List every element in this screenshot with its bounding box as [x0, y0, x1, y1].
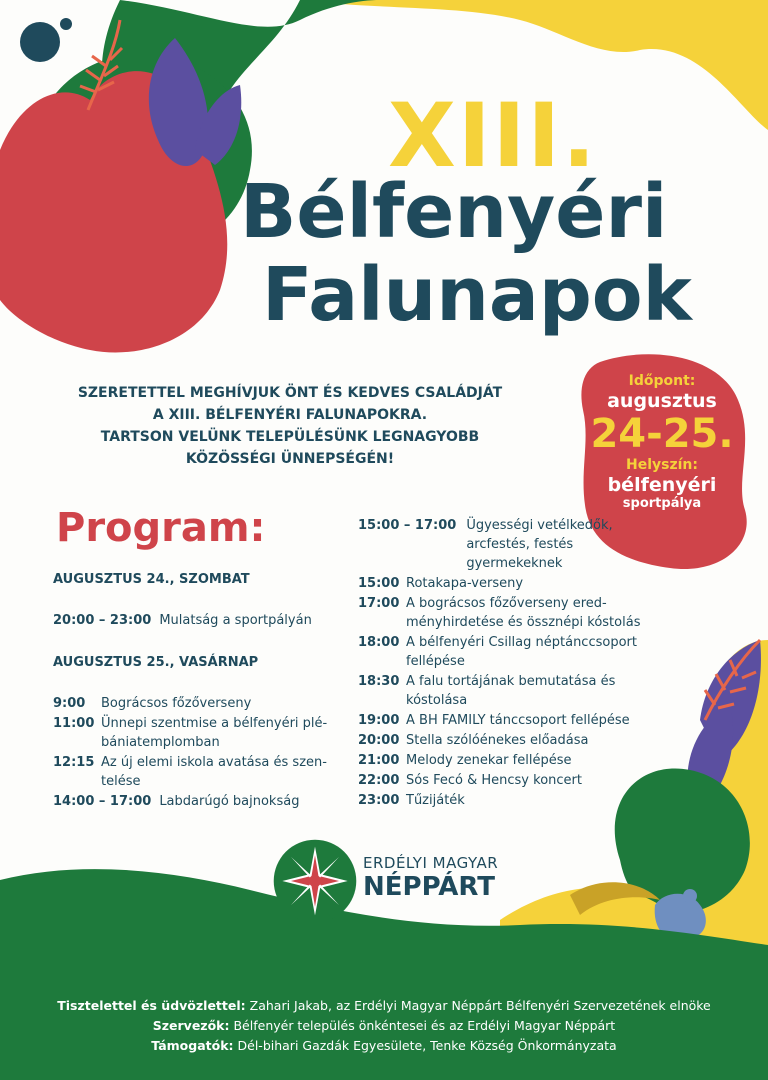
program-desc: Ünnepi szentmise a bélfenyéri plé-bániatemplomban [101, 716, 328, 750]
footer-line [0, 1016, 768, 1036]
footer-credits [0, 996, 768, 1056]
program-item [358, 672, 658, 710]
program-desc: A bográcsos főzőverseny ered-ményhirdetése és össznépi kóstolás [406, 596, 641, 630]
day-label: AUGUSZTUS 24., SZOMBAT [53, 572, 250, 587]
days: 24-25. [590, 411, 734, 457]
program-time: 20:00 – 23:00 [53, 613, 152, 628]
program-item [53, 753, 353, 791]
program-item [53, 792, 353, 811]
program-left-column [53, 570, 353, 812]
program-item [358, 731, 658, 750]
program-item [358, 633, 658, 671]
footer-label: Tisztelettel és üdvözlettel: [57, 998, 246, 1013]
program-desc: Ügyességi vetélkedők, arcfestés, festés gyermekeknek [466, 518, 613, 571]
place-label: Helyszín: [626, 457, 698, 473]
program-desc: A falu tortájának bemutatása és kóstolása [406, 674, 616, 708]
logo-text-line-2: NÉPPÁRT [363, 872, 495, 902]
program-item [358, 711, 658, 730]
date-location-badge [588, 372, 736, 512]
venue: sportpálya [622, 496, 702, 511]
program-time: 15:00 – 17:00 [358, 518, 457, 533]
footer-label: Támogatók: [151, 1038, 234, 1053]
program-heading: Program: [56, 505, 266, 551]
program-item [358, 516, 658, 573]
program-time: 18:30 [358, 674, 400, 689]
program-time: 14:00 – 17:00 [53, 794, 152, 809]
footer-line [0, 1036, 768, 1056]
month: augusztus [607, 390, 717, 412]
program-desc: Melody zenekar fellépése [406, 753, 572, 768]
program-time: 11:00 [53, 716, 95, 731]
program-desc: Stella szólóénekes előadása [406, 733, 589, 748]
program-time: 15:00 [358, 576, 400, 591]
program-item [53, 611, 353, 630]
footer-text: Dél-bihari Gazdák Egyesülete, Tenke Község Önkormányzata [237, 1038, 617, 1053]
navy-dot-small [60, 18, 72, 30]
logo-text-line-1: ERDÉLYI MAGYAR [363, 854, 499, 872]
party-logo-icon [272, 838, 358, 924]
program-item [53, 694, 353, 713]
invitation-line: A XIII. BÉLFENYÉRI FALUNAPOKRA. [152, 407, 428, 423]
invitation-line: SZERETETTEL MEGHÍVJUK ÖNT ÉS KEDVES CSALÁDJÁT [77, 385, 503, 401]
program-desc: A BH FAMILY tánccsoport fellépése [406, 713, 630, 728]
program-desc: Bográcsos főzőverseny [101, 696, 252, 711]
program-item [358, 771, 658, 790]
program-item [358, 751, 658, 770]
program-desc: Tűzijáték [406, 793, 465, 808]
day-label: AUGUSZTUS 25., VASÁRNAP [53, 655, 259, 670]
footer-label: Szervezők: [152, 1018, 230, 1033]
blue-dot [683, 889, 697, 903]
program-desc: Rotakapa-verseny [406, 576, 524, 591]
program-item [358, 791, 658, 810]
program-time: 17:00 [358, 596, 400, 611]
footer-line [0, 996, 768, 1016]
program-right-column [358, 516, 658, 811]
program-desc: Mulatság a sportpályán [159, 613, 312, 628]
program-desc: A bélfenyéri Csillag néptánccsoport fellépése [406, 635, 637, 669]
title-line-1: Bélfenyéri [240, 169, 668, 255]
program-time: 20:00 [358, 733, 400, 748]
program-desc: Az új elemi iskola avatása és szen-telése [101, 755, 327, 789]
program-time: 9:00 [53, 696, 86, 711]
program-desc: Sós Fecó & Hencsy koncert [406, 773, 582, 788]
edition-number: XIII. [388, 84, 598, 187]
navy-dot [20, 22, 60, 62]
title-line-2: Falunapok [262, 252, 692, 338]
time-label: Időpont: [628, 373, 696, 389]
footer-text: Zahari Jakab, az Erdélyi Magyar Néppárt Bélfenyéri Szervezetének elnöke [249, 998, 711, 1013]
program-time: 21:00 [358, 753, 400, 768]
footer-text: Bélfenyér település önkéntesei és az Erdélyi Magyar Néppárt [233, 1018, 616, 1033]
program-time: 22:00 [358, 773, 400, 788]
program-item [53, 714, 353, 752]
program-time: 23:00 [358, 793, 400, 808]
invitation-line: KÖZÖSSÉGI ÜNNEPSÉGÉN! [185, 451, 395, 467]
program-time: 12:15 [53, 755, 95, 770]
program-item [358, 574, 658, 593]
program-time: 19:00 [358, 713, 400, 728]
place: bélfenyéri [607, 474, 717, 496]
program-time: 18:00 [358, 635, 400, 650]
program-item [358, 594, 658, 632]
invitation-text [60, 382, 520, 470]
invitation-line: TARTSON VELÜNK TELEPÜLÉSÜNK LEGNAGYOBB [100, 429, 480, 445]
program-desc: Labdarúgó bajnokság [159, 794, 300, 809]
